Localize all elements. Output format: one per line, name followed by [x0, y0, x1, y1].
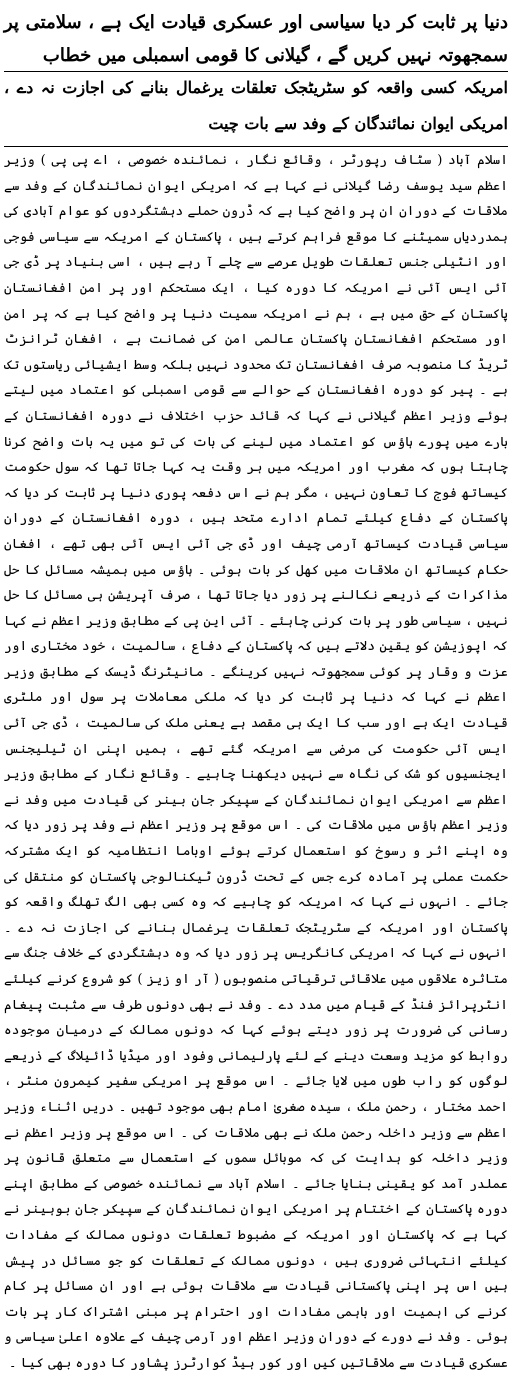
- headline: دنیا پر ثابت کر دیا سیاسی اور عسکری قیادت ایک ہے ، سلامتی پر سمجھوتہ نہیں کریں گے ، گیلانی کا قومی اسمبلی میں خطاب: [4, 12, 508, 66]
- article-body: اسلام آباد ( سٹاف رپورٹر ، وقائع نگار ، نمائندہ خصوصی ، اے پی پی ) وزیر اعظم سید یوسف رضا گیلانی نے کہا ہے کہ امریکی ایوان نمائندگان کے وفد سے ملاقات کے دوران ان پر واضح کیا ہے کہ ڈرون حملے دہشتگردوں کو عوام آبادی کی ہمدردیاں سمیٹنے کا موقع فراہم کرتے ہیں ، پاکستان کے امریکہ سے سیاسی فوجی اور انٹیلی جنس تعلقات طویل عرصے سے چلے آ رہے ہیں ، اسی بنیاد پر ڈی جی آئی ایس آئی نے امریکہ کا دورہ کیا ، ایک مستحکم اور پر امن افغانستان پاکستان کے حق میں ہے ، ہم نے امریکہ سمیت دنیا پر واضح کیا ہے کہ پر امن اور مستحکم افغانستان پاکستان عالمی امن کی ضمانت ہے ، افغان ٹرانزٹ ٹریڈ کا منصوبہ صرف افغانستان تک محدود نہیں بلکہ وسط ایشیائی ریاستوں تک ہے ۔ پیر کو دورہ افغانستان کے حوالے سے قومی اسمبلی کو اعتماد میں لیتے ہوئے وزیر اعظم گیلانی نے کہا کہ قائد حزب اختلاف نے دورہ افغانستان کے بارے میں پورے ہاؤس کو اعتماد میں لینے کی بات کی تو میں یہ بات واضح کرنا چاہتا ہوں کہ مغرب اور امریکہ میں ہر وقت یہ کہا جاتا تھا کہ سول حکومت کیساتھ فوج کا تعاون نہیں ، مگر ہم نے اس دفعہ پوری دنیا پر ثابت کر دیا کہ پاکستان کے دفاع کیلئے تمام ادارے متحد ہیں ، دورہ افغانستان کے دوران سیاسی قیادت کیساتھ آرمی چیف اور ڈی جی آئی ایس آئی بھی تھے ، افغان حکام کیساتھ ان ملاقات میں کھل کر بات ہوئی ۔ ہاؤس میں ہمیشہ مسائل کا حل مذاکرات کے ذریعے نکالنے پر زور دیا جاتا تھا ، صرف آپریشن ہی مسائل کا حل نہیں ، سیاسی طور پر بات کرنی چاہئے ۔ آئی این پی کے مطابق وزیر اعظم نے کہا کہ اپوزیشن کو یقین دلاتے ہیں کہ پاکستان کے دفاع ، سالمیت ، خود مختاری اور عزت و وقار پر کوئی سمجھوتہ نہیں کرینگے ۔ مانیٹرنگ ڈیسک کے مطابق وزیر اعظم نے کہا کہ دنیا پر ثابت کر دیا کہ ملکی معاملات پر سول اور ملٹری قیادت ایک ہے اور سب کا ایک ہی مقصد ہے یعنی ملک کی سالمیت ، ڈی جی آئی ایس آئی حکومت کی مرضی سے امریکہ گئے تھے ، ہمیں اپنی ان ٹیلیجنس ایجنسیوں کو شک کی نگاہ سے نہیں دیکھنا چاہیے ۔ وقائع نگار کے مطابق وزیر اعظم سے امریکی ایوان نمائندگان کے سپیکر جان بینر کی قیادت میں وفد نے وزیر اعظم ہاؤس میں ملاقات کی ۔ اس موقع پر وزیر اعظم نے وفد پر زور دیا کہ وہ اپنے اثر و رسوخ کو استعمال کرتے ہوئے اوباما انتظامیہ کو ایک مشترکہ حکمت عملی پر آمادہ کرے جس کے تحت ڈرون ٹیکنالوجی پاکستان کو منتقل کی جائے ۔ انہوں نے کہا کہ امریکہ کو چاہیے کہ وہ کسی بھی الگ تھلگ واقعہ کو پاکستان اور امریکہ کے سٹریٹجک تعلقات یرغمال بنانے کی اجازت نہ دے ۔ انہوں نے کہا کہ امریکی کانگریس پر زور دیا کہ وہ دہشتگردی کے خلاف جنگ سے متاثرہ علاقوں میں علاقائی ترقیاتی منصوبوں ( آر او زیز ) کو شروع کرنے کیلئے انٹرپرائز فنڈ کے قیام میں مدد دے ۔ وفد نے بھی دونوں طرف سے مثبت پیغام رسانی کی ضرورت پر زور دیتے ہوئے کہا کہ دونوں ممالک کے درمیان موجودہ روابط کو مزید وسعت دینے کے لئے پارلیمانی وفود اور میڈیا ڈائیلاگ کے ذریعے لوگوں کو راب طوں میں لایا جائے ۔ اس موقع پر امریکی سفیر کیمرون منٹر ، احمد مختار ، رحمن ملک ، سیدہ صغریٰ امام بھی موجود تھیں ۔ دریں اثناء وزیر اعظم سے وزیر داخلہ رحمن ملک نے بھی ملاقات کی ۔ اس موقع پر وزیر اعظم نے وزیر داخلہ کو ہدایت کی کہ موبائل سموں کے استعمال سے متعلق قانون پر عملدر آمد کو یقینی بنایا جائے ۔ اسلام آباد سے نمائندہ خصوصی کے مطابق اپنے دورہ پاکستان کے اختتام پر امریکی ایوان نمائندگان کے سپیکر جان بوہینر نے کہا ہے کہ پاکستان اور امریکہ کے مضبوط تعلقات دونوں ممالک کے مفادات کیلئے انتہائی ضروری ہیں ، دونوں ممالک کے تعلقات کو جو مسائل در پیش ہیں اس پر اپنی پاکستانی قیادت سے ملاقات ہوئی ہے اور ان مسائل پر کام کرنے کی اہمیت اور باہمی مفادات اور احترام پر مبنی اشتراک کار پر بات ہوئی ۔ وفد نے دورے کے دوران وزیر اعظم اور آرمی چیف کے علاوہ اعلیٰ سیاسی و عسکری قیادت سے ملاقاتیں کیں اور کور ہیڈ کوارٹرز پشاور کا دورہ بھی کیا ۔: [4, 153, 508, 1371]
- divider: [4, 146, 508, 147]
- subheadline: امریکہ کسی واقعہ کو سٹریٹجک تعلقات یرغمال بنانے کی اجازت نہ دے ، امریکی ایوان نمائندگان کے وفد سے بات چیت: [4, 78, 508, 133]
